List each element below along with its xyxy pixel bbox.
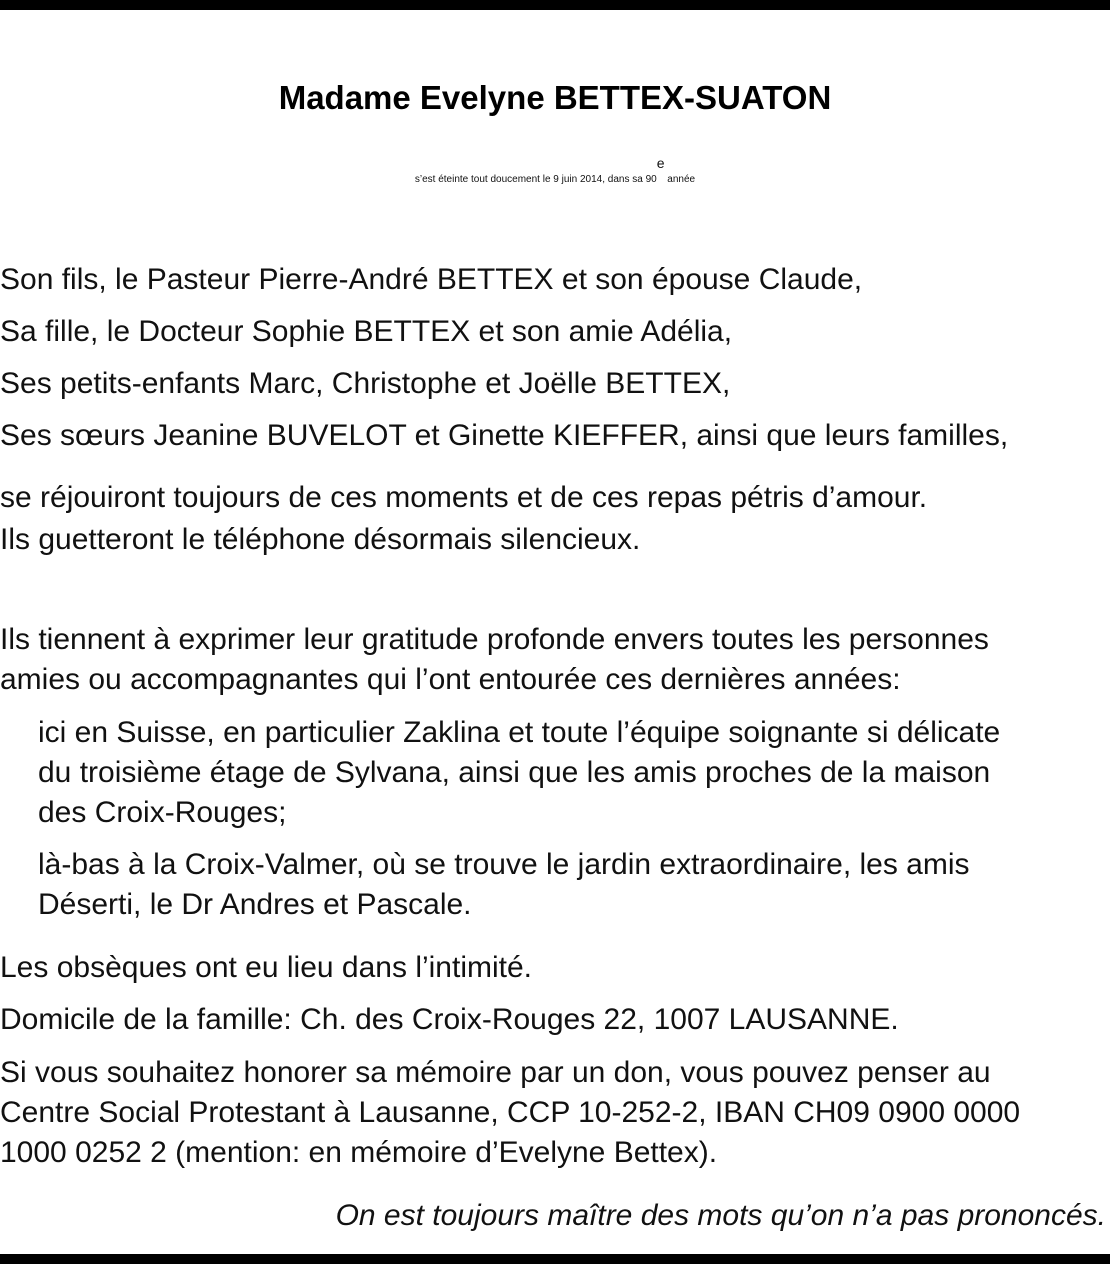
croix-valmer-line-1: là-bas à la Croix-Valmer, où se trouve le jardin extraordinaire, les amis xyxy=(38,848,970,881)
memory-line-1: se réjouiront toujours de ces moments et de ces repas pétris d’amour. xyxy=(0,481,928,514)
family-line-son: Son fils, le Pasteur Pierre-André BETTEX et son épouse Claude, xyxy=(0,263,863,296)
death-announcement-line xyxy=(0,155,1110,200)
closing-quote: On est toujours maître des mots qu’on n’a pas prononcés. xyxy=(335,1199,1106,1232)
death-text-before: s’est éteinte tout doucement le 9 juin 2014, dans sa 90 xyxy=(414,174,657,185)
gratitude-line-1: Ils tiennent à exprimer leur gratitude profonde envers toutes les personnes xyxy=(0,623,989,656)
switzerland-line-2: du troisième étage de Sylvana, ainsi que les amis proches de la maison xyxy=(38,756,991,789)
switzerland-line-1: ici en Suisse, en particulier Zaklina et toute l’équipe soignante si délicate xyxy=(38,716,1001,749)
croix-valmer-line-2: Déserti, le Dr Andres et Pascale. xyxy=(38,888,472,921)
domicile-line: Domicile de la famille: Ch. des Croix-Rouges 22, 1007 LAUSANNE. xyxy=(0,1003,899,1036)
ordinal-superscript: e xyxy=(656,155,665,171)
memory-line-2: Ils guetteront le téléphone désormais silencieux. xyxy=(0,523,641,556)
family-line-grandchildren: Ses petits-enfants Marc, Christophe et Joëlle BETTEX, xyxy=(0,367,731,400)
top-border-rule xyxy=(0,0,1110,10)
family-line-sisters: Ses sœurs Jeanine BUVELOT et Ginette KIEFFER, ainsi que leurs familles, xyxy=(0,419,1009,452)
deceased-name-title: Madame Evelyne BETTEX-SUATON xyxy=(278,79,832,116)
donation-line-2: Centre Social Protestant à Lausanne, CCP 10-252-2, IBAN CH09 0900 0000 xyxy=(0,1096,1021,1129)
gratitude-line-2: amies ou accompagnantes qui l’ont entourée ces dernières années: xyxy=(0,663,901,696)
funeral-line: Les obsèques ont eu lieu dans l’intimité. xyxy=(0,951,533,984)
donation-line-1: Si vous souhaitez honorer sa mémoire par un don, vous pouvez penser au xyxy=(0,1056,991,1089)
death-text-after: année xyxy=(664,174,696,185)
switzerland-line-3: des Croix-Rouges; xyxy=(38,796,287,829)
family-line-daughter: Sa fille, le Docteur Sophie BETTEX et son amie Adélia, xyxy=(0,315,733,348)
donation-line-3: 1000 0252 2 (mention: en mémoire d’Evelyne Bettex). xyxy=(0,1136,718,1169)
bottom-border-rule xyxy=(0,1254,1110,1264)
